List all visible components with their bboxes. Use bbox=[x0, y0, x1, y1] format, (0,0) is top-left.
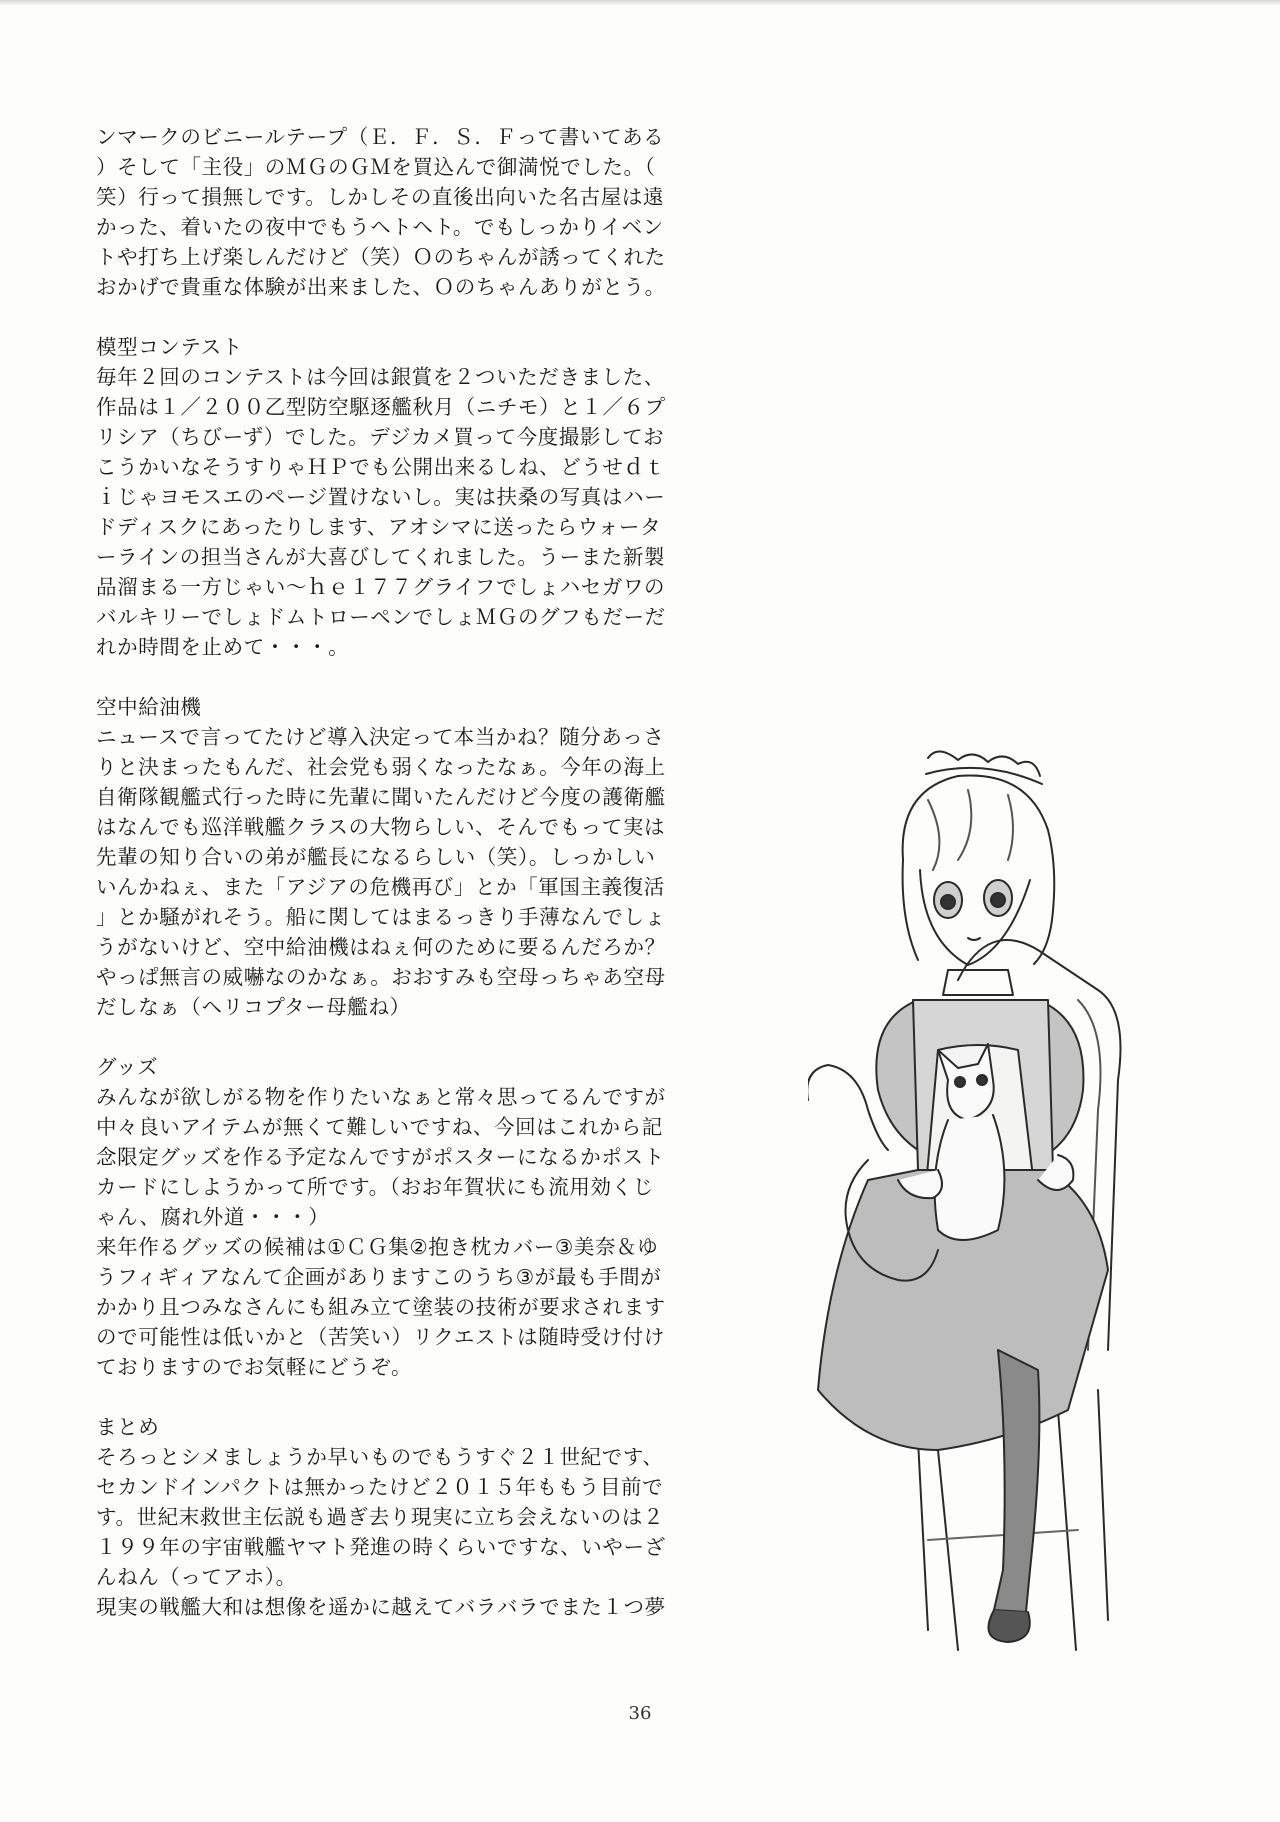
text-line: りと決まったもんだ、社会党も弱くなったなぁ。今年の海上 bbox=[96, 755, 666, 779]
text-line: 作品は１／２００乙型防空駆逐艦秋月（ニチモ）と１／６プ bbox=[96, 395, 666, 419]
paragraph-gap bbox=[96, 1022, 776, 1052]
text-line: 」とか騒がれそう。船に関してはまるっきり手薄なんでしょ bbox=[96, 905, 666, 929]
text-line: １９９年の宇宙戦艦ヤマト発進の時くらいですな、いやーざ bbox=[96, 1535, 666, 1559]
text-line: はなんでも巡洋戦艦クラスの大物らしい、そんでもって実は bbox=[96, 815, 666, 839]
scan-edge bbox=[0, 0, 1280, 6]
text-line: ）そして「主役」のＭＧのＧＭを買込んで御満悦でした。（ bbox=[96, 155, 656, 179]
text-line: うがないけど、空中給油機はねぇ何のために要るんだろか？ bbox=[96, 935, 666, 959]
text-line: グッズ bbox=[96, 1055, 159, 1079]
text-line: 来年作るグッズの候補は①ＣＧ集②抱き枕カバー③美奈＆ゆ bbox=[96, 1235, 659, 1259]
text-line: ーラインの担当さんが大喜びしてくれました。うーまた新製 bbox=[96, 545, 666, 569]
text-line: いんかねぇ、また「アジアの危機再び」とか「軍国主義復活 bbox=[96, 875, 665, 899]
text-line: だしなぁ（ヘリコプター母艦ね） bbox=[96, 995, 411, 1019]
text-line: ゃん、腐れ外道・・・） bbox=[96, 1205, 330, 1229]
text-line: す。世紀末救世主伝説も過ぎ去り現実に立ち会えないのは２ bbox=[96, 1505, 665, 1529]
text-column bbox=[96, 122, 776, 1622]
text-line: 先輩の知り合いの弟が艦長になるらしい（笑）。しっかしい bbox=[96, 845, 656, 869]
text-line: んねん（ってアホ）。 bbox=[96, 1565, 297, 1589]
text-line: 自衛隊観艦式行った時に先輩に聞いたんだけど今度の護衛艦 bbox=[96, 785, 666, 809]
text-line: ので可能性は低いかと（苦笑い）リクエストは随時受け付け bbox=[96, 1325, 665, 1349]
paragraph-gap bbox=[96, 1382, 776, 1412]
paragraph bbox=[96, 1052, 776, 1382]
text-line: ンマークのビニールテープ（Ｅ．Ｆ．Ｓ．Ｆって書いてある bbox=[96, 125, 665, 149]
text-line: リシア（ちびーず）でした。デジカメ買って今度撮影してお bbox=[96, 425, 665, 449]
paragraph bbox=[96, 122, 776, 302]
text-line: かかり且つみなさんにも組み立て塗装の技術が要求されます bbox=[96, 1295, 666, 1319]
text-line: ニュースで言ってたけど導入決定って本当かね？随分あっさ bbox=[96, 725, 665, 749]
text-line: そろっとシメましょうか早いものでもうすぐ２１世紀です、 bbox=[96, 1445, 664, 1469]
text-line: こうかいなそうすりゃＨＰでも公開出来るしね、どうせｄｔ bbox=[96, 455, 666, 479]
text-line: 現実の戦艦大和は想像を遥かに越えてバラバラでまた１つ夢 bbox=[96, 1595, 666, 1619]
paragraph bbox=[96, 332, 776, 662]
text-line: まとめ bbox=[96, 1415, 160, 1439]
text-line: バルキリーでしょドムトローペンでしょＭＧのグフもだーだ bbox=[96, 605, 666, 629]
text-line: みんなが欲しがる物を作りたいなぁと常々思ってるんですが bbox=[96, 1085, 666, 1109]
paragraph bbox=[96, 1412, 776, 1622]
text-line: 空中給油機 bbox=[96, 695, 202, 719]
text-line: 念限定グッズを作る予定なんですがポスターになるかポスト bbox=[96, 1145, 665, 1169]
text-line: セカンドインパクトは無かったけど２０１５年ももう目前で bbox=[96, 1475, 664, 1499]
text-line: 笑）行って損無しです。しかしその直後出向いた名古屋は遠 bbox=[96, 185, 665, 209]
paragraph bbox=[96, 692, 776, 1022]
text-line: 品溜まる一方じゃい～ｈｅ１７７グライフでしょハセガワの bbox=[96, 575, 666, 599]
text-line: カードにしようかって所です。（おお年賀状にも流用効くじ bbox=[96, 1175, 654, 1199]
paragraph-gap bbox=[96, 302, 776, 332]
text-line: れか時間を止めて・・・。 bbox=[96, 635, 350, 659]
text-line: 毎年２回のコンテストは今回は銀賞を２ついただきました、 bbox=[96, 365, 665, 389]
page-number: 36 bbox=[628, 1703, 652, 1724]
text-line: ておりますのでお気軽にどうぞ。 bbox=[96, 1355, 413, 1379]
paragraph-gap bbox=[96, 662, 776, 692]
text-line: ｉじゃヨモスエのページ置けないし。実は扶桑の写真はハー bbox=[96, 485, 666, 509]
text-line: おかげで貴重な体験が出来ました、Ｏのちゃんありがとう。 bbox=[96, 275, 666, 299]
text-line: 中々良いアイテムが無くて難しいですね、今回はこれから記 bbox=[96, 1115, 663, 1139]
text-line: トや打ち上げ楽しんだけど（笑）Ｏのちゃんが誘ってくれた bbox=[96, 245, 666, 269]
text-line: ドディスクにあったりします、アオシマに送ったらウォータ bbox=[96, 515, 662, 539]
text-line: うフィギィアなんて企画がありますこのうち③が最も手間が bbox=[96, 1265, 662, 1289]
maid-with-cat-illustration bbox=[808, 750, 1248, 1690]
text-line: 模型コンテスト bbox=[96, 335, 243, 359]
text-line: かった、着いたの夜中でもうヘトヘト。でもしっかりイベン bbox=[96, 215, 664, 239]
text-line: やっぱ無言の威嚇なのかなぁ。おおすみも空母っちゃあ空母 bbox=[96, 965, 666, 989]
